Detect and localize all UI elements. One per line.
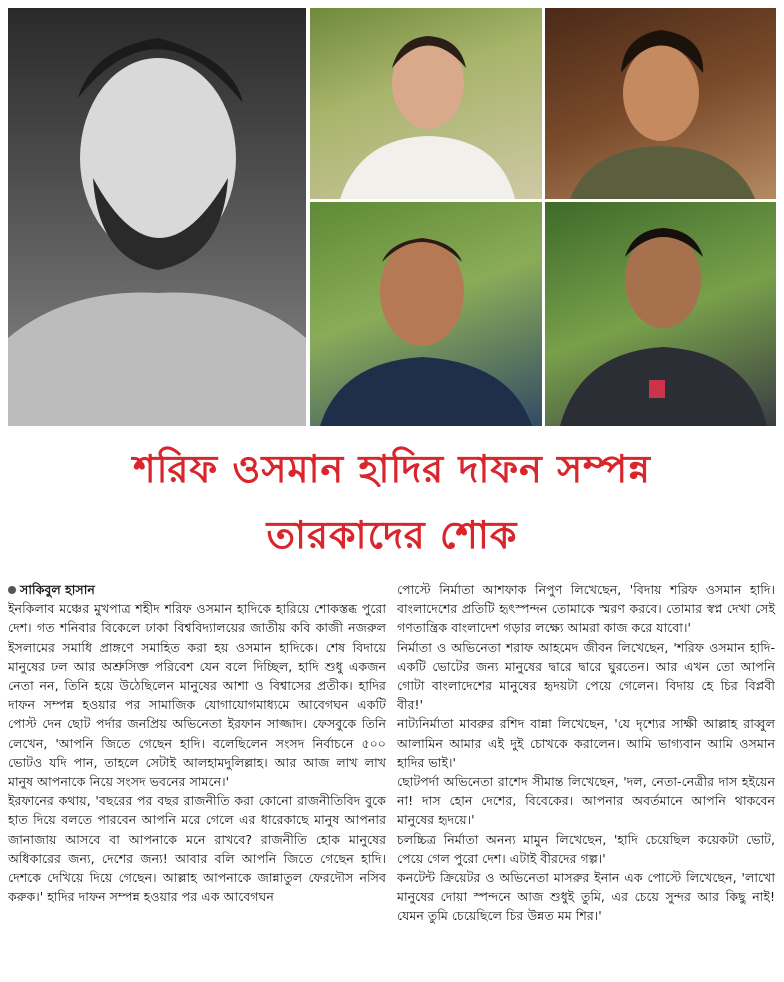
paragraph: ছোটপর্দা অভিনেতা রাশেদ সীমান্ত লিখেছেন, 'দল, নেতা-নেত্রীর দাস হইয়েন না! দাস হোন দেশের, বিবেকের। আপনার অবর্তমানে আপনি থাকবেন মানুষের হৃদয়ে।' [397,774,775,828]
headline-line-1: শরিফ ওসমান হাদির দাফন সম্পন্ন [133,447,651,491]
paragraph: নির্মাতা ও অভিনেতা শরাফ আহমেদ জীবন লিখেছেন, 'শরিফ ওসমান হাদি- একটি ভোটের জন্য মানুষের দ্বারে দ্বারে ঘুরতেন। আর এখন তো আপনি গোটা বাংলাদেশের মানুষের হৃদয়টা পেয়ে গেলেন। বিদায় হে চির বিপ্লবী বীর!' [397,639,775,713]
headline-line-2: তারকাদের শোক [266,513,518,557]
photo-actor-4 [545,202,776,426]
paragraph: নাট্যনির্মাতা মাবরুর রশিদ বান্না লিখেছেন, 'যে দৃশ্যের সাক্ষী আল্লাহ রাব্বুল আলামিন আমার এই দুই চোখকে করালেন। আমি ভাগ্যবান আমি ওসমান হাদির ভাই।' [397,716,775,770]
photo-actor-2 [545,8,776,199]
photo-actor-3 [310,202,542,426]
photo-main-portrait [8,8,306,426]
author-name: সাকিবুল হাসান [20,582,95,597]
paragraph: ইরফানের কথায়, 'বছরের পর বছর রাজনীতি করা কোনো রাজনীতিবিদ বুকে হাত দিয়ে বলতে পারবেন আপনি মরে গেলে এর ধারেকাছে মানুষ আপনার জানাজায় আসবে বা আপনাকে মনে রাখবে? রাজনীতি হোক মানুষের অধিকারের জন্য, দেশের জন্য! আবার বলি আপনি জিতে গেছেন হাদি। দেশকে দেখিয়ে দিয়ে গেছেন। আল্লাহ আপনাকে জান্নাতুল ফেরদৌস নসিব করুক।' হাদির দাফন সম্পন্ন হওয়ার পর এক আবেগঘন [8,793,386,905]
bullet-icon [8,586,16,594]
photo-collage [8,8,776,426]
article-column-right [397,580,775,926]
photo-actor-1 [310,8,542,199]
paragraph: কনটেন্ট ক্রিয়েটর ও অভিনেতা মাসরুর ইনান এক পোস্টে লিখেছেন, 'লাখো মানুষের দোয়া স্পন্দনে আজ শুধুই তুমি, এর চেয়ে সুন্দর আর কিছু নাই! যেমন তুমি চেয়েছিলে চির উন্নত মম শির।' [397,870,775,924]
paragraph: পোস্টে নির্মাতা আশফাক নিপুণ লিখেছেন, 'বিদায় শরিফ ওসমান হাদি। বাংলাদেশের প্রতিটি হৃৎস্পন্দন তোমাকে স্মরণ করবে। তোমার স্বপ্ন দেখা সেই গণতান্ত্রিক বাংলাদেশ গড়ার লক্ষ্যে আমরা কাজ করে যাবো।' [397,582,775,636]
paragraph: চলচ্চিত্র নির্মাতা অনন্য মামুন লিখেছেন, 'হাদি চেয়েছিল কয়েকটা ভোট, পেয়ে গেল পুরো দেশ। এটাই বীরদের গল্প।' [397,831,775,866]
byline [8,580,386,599]
article-column-left [8,580,386,906]
paragraph: ইনকিলাব মঞ্চের মুখপাত্র শহীদ শরিফ ওসমান হাদিকে হারিয়ে শোকস্তব্ধ পুরো দেশ। গত শনিবার বিকেলে ঢাকা বিশ্ববিদ্যালয়ের জাতীয় কবি কাজী নজরুল ইসলামের সমাধি প্রাঙ্গণে সমাহিত করা হয় ওসমান হাদিকে। শেষ বিদায়ে মানুষের ঢল আর অশ্রুসিক্ত পরিবেশ যেন বলে দিচ্ছিল, হাদি শুধু একজন নেতা নন, তিনি হয়ে উঠেছিলেন মানুষের আশা ও বিশ্বাসের প্রতীক। হাদির দাফন সম্পন্ন হওয়ার পর সামাজিক যোগাযোগমাধ্যমে আবেগঘন একটি পোস্ট দেন ছোট পর্দার জনপ্রিয় অভিনেতা ইরফান সাজ্জাদ। ফেসবুকে তিনি লেখেন, 'আপনি জিতে গেছেন হাদি। বলেছিলেন সংসদ নির্বাচনে ৫০০ ভোটও যদি পান, তাহলে সেটাই আলহামদুলিল্লাহ। আর আজ লাখ লাখ মানুষ আপনাকে নিয়ে সংসদ ভবনের সামনে।' [8,601,386,790]
